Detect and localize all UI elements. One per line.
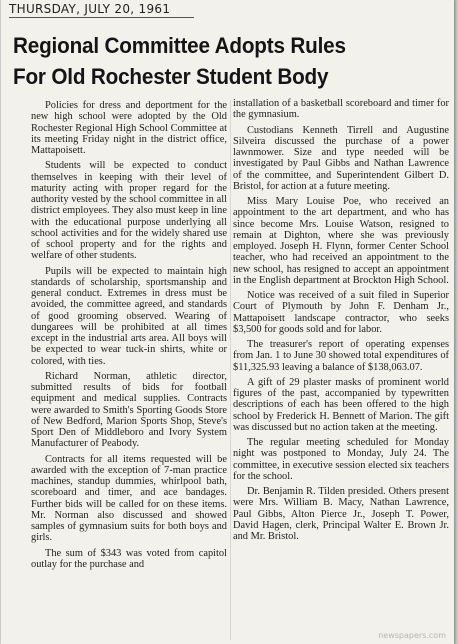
paragraph: Pupils will be expected to maintain high standards of scholarship, sportsmanship and general conduct. Extremes in dress must be avoided, the committee agreed, and standards of good grooming observed. Wearing of dungarees will be prohibited at all times except in the industrial arts area. All boys will be expected to wear tuck-in shirts, white or colored, with ties. [31, 265, 227, 367]
paragraph: Dr. Benjamin R. Tilden presided. Others present were Mrs. William B. Macy, Nathan Lawrence, Paul Gibbs, Alton Pierce Jr., Joseph T. Power, David Hagen, clerk, Principal Walter E. Brown Jr. and Mr. Bristol. [233, 486, 449, 542]
paragraph: Custodians Kenneth Tirrell and Augustine Silveira discussed the purchase of a power lawnmower. Size and type needed will be investigated by Paul Gibbs and Nathan Lawrence of the committee, and Superintendent Gilbert D. Bristol, for action at a future meeting. [233, 124, 449, 192]
headline-line-2: For Old Rochester Student Body [13, 64, 329, 89]
paragraph: installation of a basketball scoreboard and timer for the gymnasium. [233, 98, 449, 121]
paragraph: The treasurer's report of operating expenses from Jan. 1 to June 30 showed total expenditures of $11,325.93 leaving a balance of $138,063.07. [233, 339, 449, 373]
dateline: THURSDAY, JULY 20, 1961 [9, 2, 194, 18]
article-right-column [233, 98, 449, 546]
headline-line-1: Regional Committee Adopts Rules [13, 33, 346, 58]
paragraph: Notice was received of a suit filed in Superior Court of Plymouth by John F. Denham Jr., Mattapoisett landscape contractor, who seeks $3,500 for goods sold and for labor. [233, 290, 449, 335]
headline [13, 30, 409, 92]
paragraph: Richard Norman, athletic director, submitted results of bids for football equipment and medical supplies. Contracts were awarded to Smith's Sporting Goods Store of New Bedford, Marion Sports Shop, Steve's Sport Den of Middleboro and Ivory System Manufacturer of Peabody. [31, 370, 227, 450]
paragraph: The regular meeting scheduled for Monday night was postponed to Monday, July 24. The committee, in executive session elected six teachers for the school. [233, 437, 449, 482]
paragraph: Policies for dress and deportment for the new high school were adopted by the Old Rochester Regional High School Committee at its meeting Friday night in the district office, Mattapoisett. [31, 100, 227, 156]
column-divider [230, 100, 231, 640]
paragraph: The sum of $343 was voted from capitol outlay for the purchase and [31, 547, 227, 570]
paragraph: Students will be expected to conduct themselves in keeping with their level of maturity acting with proper regard for the authority vested by the school committee in all district employees. They also must keep in line with the educational purpose underlying all school activities and for the widely shared use of school property and for the rights and welfare of other students. [31, 160, 227, 262]
paragraph: A gift of 29 plaster masks of prominent world figures of the past, accompanied by typewritten descriptions of each has been offered to the high school by Frederick H. Bennett of Marion. The gift was discussed but no action taken at the meeting. [233, 376, 449, 433]
paragraph: Miss Mary Louise Poe, who received an appointment to the art department, and who has since become Mrs. Louise Watson, resigned to remain at Dighton, where she was previously employed. Joseph H. Flynn, former Center School teacher, who had received an appointment to the new school, has resigned to accept an appointment in the English department at Brockton High School. [233, 196, 449, 286]
paragraph: Contracts for all items requested will be awarded with the exception of 7-man practice machines, standup dummies, whirlpool bath, scoreboard and timer, and ace bandages. Further bids will be called for on these items. Mr. Norman also discussed and showed samples of gymnasium suits for both boys and girls. [31, 453, 227, 544]
newspaper-clipping [1, 0, 455, 644]
watermark: newspapers.com [378, 631, 446, 640]
article-left-column [31, 100, 227, 574]
